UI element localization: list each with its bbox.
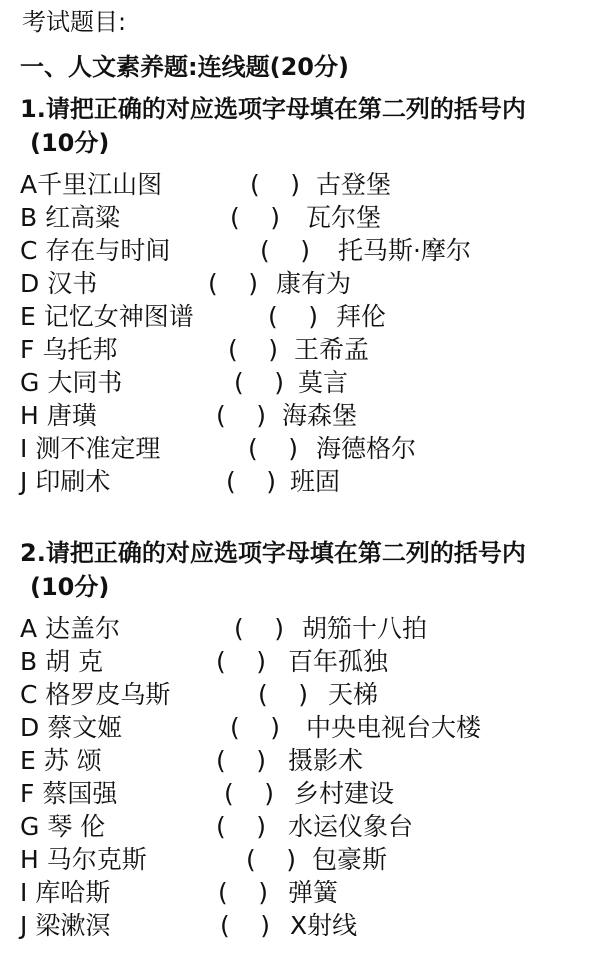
matching-row (20, 612, 600, 645)
matching-row (20, 168, 600, 201)
right-item: 水运仪象台 (288, 812, 414, 841)
right-item: 中央电视台大楼 (306, 713, 482, 742)
matching-row (20, 744, 600, 777)
open-paren: ( (220, 911, 230, 940)
open-paren: ( (246, 845, 256, 874)
matching-list (20, 168, 600, 498)
question-title: 2.请把正确的对应选项字母填在第二列的括号内 (20, 539, 526, 567)
close-paren: ) (256, 746, 266, 775)
open-paren: ( (230, 203, 240, 232)
open-paren: ( (234, 614, 244, 643)
open-paren: ( (216, 647, 226, 676)
answer-blank[interactable] (234, 366, 284, 399)
answer-blank[interactable] (208, 267, 258, 300)
left-item: J 梁漱溟 (20, 911, 111, 940)
close-paren: ) (308, 302, 318, 331)
close-paren: ) (256, 401, 266, 430)
matching-row (20, 267, 600, 300)
open-paren: ( (234, 368, 244, 397)
left-item: F 乌托邦 (20, 335, 118, 364)
matching-row (20, 678, 600, 711)
close-paren: ) (258, 878, 268, 907)
left-item: B 红高粱 (20, 203, 121, 232)
close-paren: ) (256, 647, 266, 676)
close-paren: ) (248, 269, 258, 298)
open-paren: ( (216, 812, 226, 841)
left-item: C 存在与时间 (20, 236, 171, 265)
right-item: 康有为 (276, 269, 352, 298)
left-item: D 汉书 (20, 269, 98, 298)
open-paren: ( (260, 236, 270, 265)
open-paren: ( (250, 170, 260, 199)
section-title: 一、人文素养题:连线题(20分) (20, 53, 349, 81)
answer-blank[interactable] (216, 744, 266, 777)
answer-blank[interactable] (246, 843, 296, 876)
open-paren: ( (218, 878, 228, 907)
answer-blank[interactable] (230, 711, 280, 744)
close-paren: ) (266, 467, 276, 496)
left-item: D 蔡文姬 (20, 713, 123, 742)
answer-blank[interactable] (216, 645, 266, 678)
matching-row (20, 300, 600, 333)
open-paren: ( (216, 746, 226, 775)
matching-row (20, 366, 600, 399)
right-item: 包豪斯 (312, 845, 388, 874)
close-paren: ) (300, 236, 310, 265)
left-item: I 库哈斯 (20, 878, 111, 907)
answer-blank[interactable] (218, 876, 268, 909)
answer-blank[interactable] (224, 777, 274, 810)
close-paren: ) (286, 845, 296, 874)
matching-row (20, 333, 600, 366)
answer-blank[interactable] (226, 465, 276, 498)
close-paren: ) (274, 614, 284, 643)
matching-row (20, 777, 600, 810)
right-item: 托马斯·摩尔 (338, 236, 471, 265)
open-paren: ( (208, 269, 218, 298)
right-item: 摄影术 (288, 746, 364, 775)
question-points: (10分) (30, 573, 110, 601)
close-paren: ) (268, 335, 278, 364)
left-item: H 马尔克斯 (20, 845, 147, 874)
right-item: 胡笳十八拍 (302, 614, 428, 643)
answer-blank[interactable] (250, 168, 300, 201)
right-item: 乡村建设 (294, 779, 395, 808)
close-paren: ) (290, 170, 300, 199)
matching-row (20, 711, 600, 744)
open-paren: ( (216, 401, 226, 430)
left-item: F 蔡国强 (20, 779, 118, 808)
left-item: C 格罗皮乌斯 (20, 680, 171, 709)
matching-row (20, 465, 600, 498)
question-2 (20, 536, 600, 942)
close-paren: ) (256, 812, 266, 841)
right-item: X射线 (290, 911, 358, 940)
matching-row (20, 876, 600, 909)
answer-blank[interactable] (260, 234, 310, 267)
right-item: 百年孤独 (288, 647, 389, 676)
matching-row (20, 645, 600, 678)
close-paren: ) (274, 368, 284, 397)
matching-row (20, 234, 600, 267)
right-item: 瓦尔堡 (306, 203, 382, 232)
open-paren: ( (226, 467, 236, 496)
matching-row (20, 399, 600, 432)
page-title: 考试题目: (22, 8, 127, 36)
close-paren: ) (270, 203, 280, 232)
answer-blank[interactable] (258, 678, 308, 711)
left-item: A 达盖尔 (20, 614, 121, 643)
open-paren: ( (224, 779, 234, 808)
open-paren: ( (230, 713, 240, 742)
close-paren: ) (260, 911, 270, 940)
right-item: 古登堡 (316, 170, 392, 199)
right-item: 王希孟 (294, 335, 370, 364)
right-item: 弹簧 (288, 878, 339, 907)
answer-blank[interactable] (228, 333, 278, 366)
matching-row (20, 432, 600, 465)
right-item: 拜伦 (336, 302, 387, 331)
question-title: 1.请把正确的对应选项字母填在第二列的括号内 (20, 95, 526, 123)
left-item: G 琴 伦 (20, 812, 106, 841)
close-paren: ) (264, 779, 274, 808)
matching-list (20, 612, 600, 942)
left-item: H 唐璜 (20, 401, 97, 430)
right-item: 天梯 (328, 680, 379, 709)
left-item: J 印刷术 (20, 467, 111, 496)
close-paren: ) (270, 713, 280, 742)
open-paren: ( (258, 680, 268, 709)
open-paren: ( (248, 434, 258, 463)
right-item: 海德格尔 (316, 434, 417, 463)
right-item: 莫言 (298, 368, 349, 397)
question-points: (10分) (30, 129, 110, 157)
left-item: E 记忆女神图谱 (20, 302, 194, 331)
left-item: B 胡 克 (20, 647, 104, 676)
answer-blank[interactable] (234, 612, 284, 645)
matching-row (20, 810, 600, 843)
answer-blank[interactable] (220, 909, 270, 942)
answer-blank[interactable] (268, 300, 318, 333)
matching-row (20, 201, 600, 234)
answer-blank[interactable] (230, 201, 280, 234)
answer-blank[interactable] (216, 810, 266, 843)
left-item: I 测不准定理 (20, 434, 161, 463)
open-paren: ( (228, 335, 238, 364)
matching-row (20, 909, 600, 942)
open-paren: ( (268, 302, 278, 331)
answer-blank[interactable] (216, 399, 266, 432)
close-paren: ) (288, 434, 298, 463)
question-1 (20, 92, 600, 498)
left-item: G 大同书 (20, 368, 123, 397)
close-paren: ) (298, 680, 308, 709)
right-item: 海森堡 (282, 401, 358, 430)
answer-blank[interactable] (248, 432, 298, 465)
right-item: 班固 (290, 467, 341, 496)
left-item: E 苏 颂 (20, 746, 102, 775)
matching-row (20, 843, 600, 876)
left-item: A千里江山图 (20, 170, 163, 199)
